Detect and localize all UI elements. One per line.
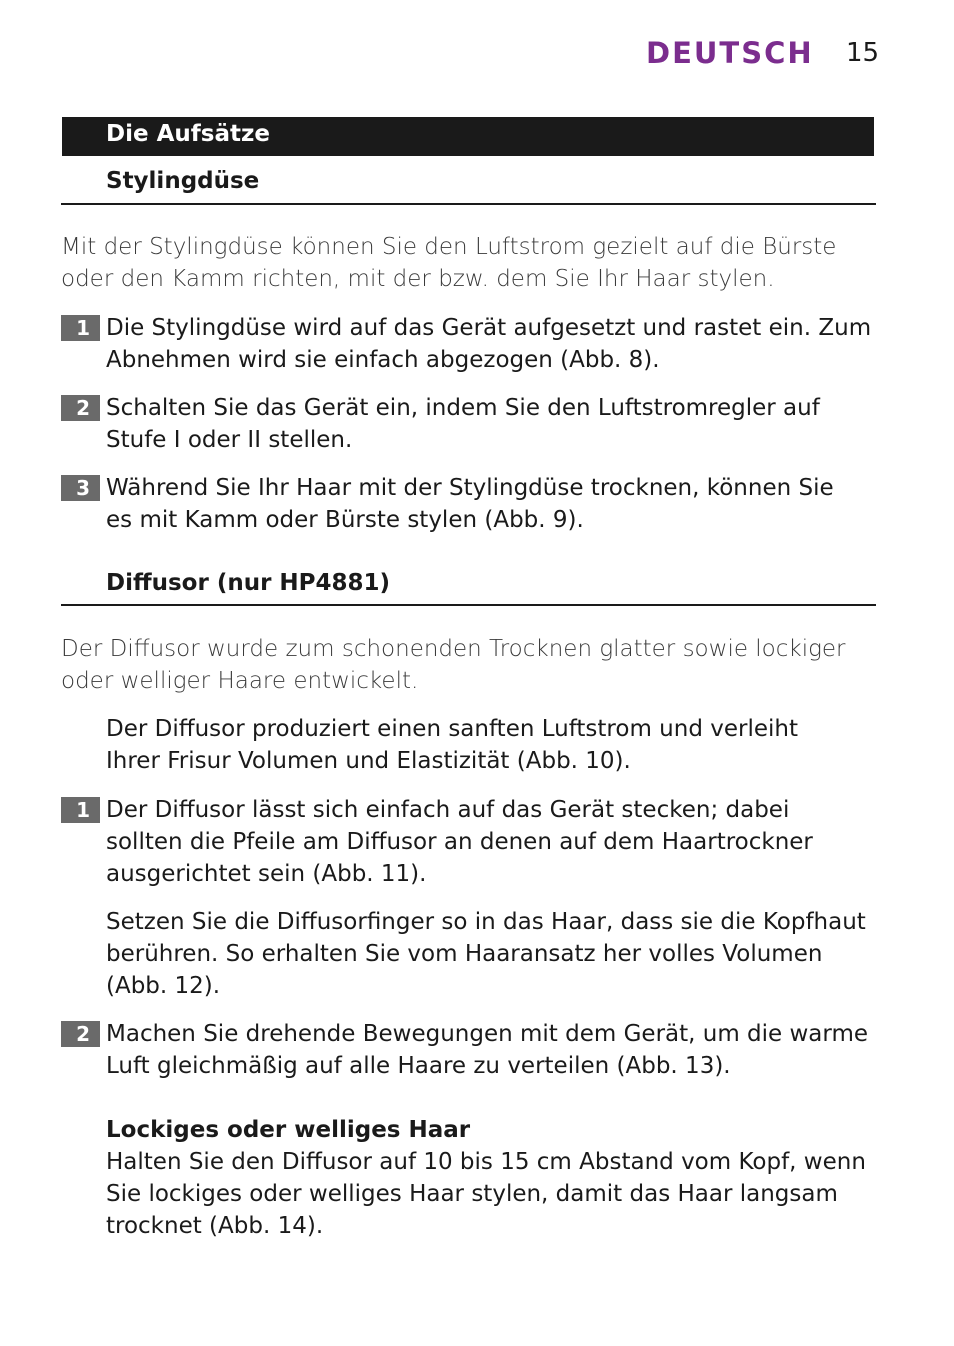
subheading-stylingduese: Stylingdüse: [106, 168, 260, 194]
subheading-diffusor: Diffusor (nur HP4881): [106, 570, 391, 596]
step-number-badge: 2: [61, 1021, 100, 1047]
page-number: 15: [846, 38, 880, 68]
intro-paragraph: Mit der Stylingdüse können Sie den Luftstrom gezielt auf die Bürste oder den Kamm richten, mit der bzw. dem Sie Ihr Haar stylen.: [61, 234, 837, 292]
step-number-badge: 1: [61, 315, 100, 341]
section-header-bar: [62, 117, 874, 156]
step-text: Schalten Sie das Gerät ein, indem Sie den Luftstromregler auf Stufe I oder II stellen.: [106, 395, 820, 453]
subheading-curly: Lockiges oder welliges Haar: [106, 1117, 471, 1143]
note-paragraph: Der Diffusor produziert einen sanften Luftstrom und verleiht Ihrer Frisur Volumen und Elastizität (Abb. 10).: [106, 716, 798, 774]
step-text: Der Diffusor lässt sich einfach auf das Gerät stecken; dabei sollten die Pfeile am Diffusor an denen auf dem Haartrockner ausgerichtet sein (Abb. 11).: [106, 797, 813, 887]
curly-hair-section: Lockiges oder welliges Haar Halten Sie den Diffusor auf 10 bis 15 cm Abstand vom Kopf, wenn Sie lockiges oder welliges Haar stylen, damit das Haar langsam trocknet (Abb. 14).: [106, 1114, 886, 1242]
step-text: Machen Sie drehende Bewegungen mit dem Gerät, um die warme Luft gleichmäßig auf alle Haare zu verteilen (Abb. 13).: [106, 1021, 869, 1079]
language-label: DEUTSCH: [646, 36, 814, 70]
intro-paragraph: Der Diffusor wurde zum schonenden Trocknen glatter sowie lockiger oder welliger Haare entwickelt.: [61, 636, 846, 694]
step-number-badge: 1: [61, 797, 100, 823]
step-text: Die Stylingdüse wird auf das Gerät aufgesetzt und rastet ein. Zum Abnehmen wird sie einfach abgezogen (Abb. 8).: [106, 315, 872, 373]
step-number-badge: 3: [61, 475, 100, 501]
divider-rule: [61, 203, 876, 205]
step-text: Während Sie Ihr Haar mit der Stylingdüse trocknen, können Sie es mit Kamm oder Bürste stylen (Abb. 9).: [106, 475, 834, 533]
note-paragraph: Setzen Sie die Diffusorfinger so in das Haar, dass sie die Kopfhaut berühren. So erhalten Sie vom Haaransatz her volles Volumen (Abb. 12).: [106, 909, 866, 999]
step-number-badge: 2: [61, 395, 100, 421]
divider-rule: [61, 604, 876, 606]
section-title: Die Aufsätze: [106, 121, 270, 147]
